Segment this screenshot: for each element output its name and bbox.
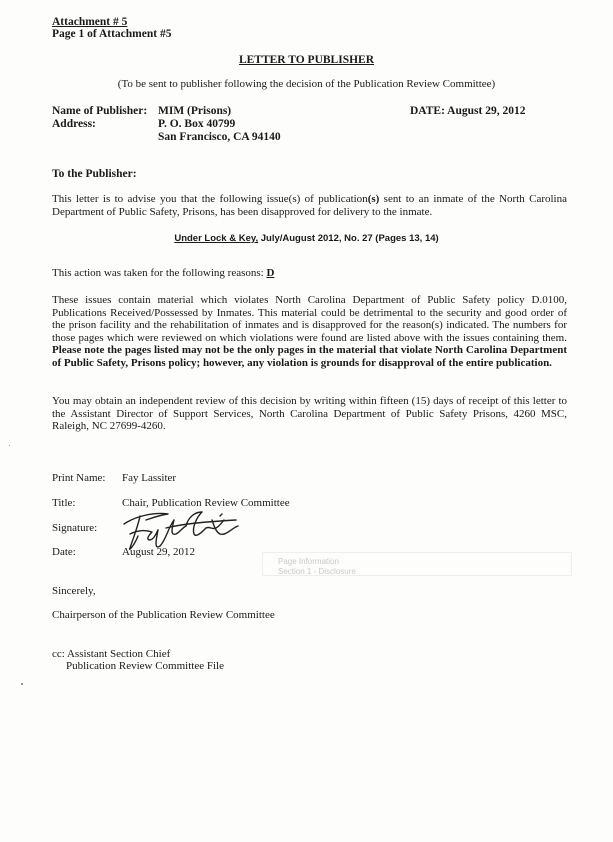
intro-text-bold: (s) (367, 193, 380, 205)
publisher-label: Name of Publisher: (52, 105, 148, 117)
reason-line (52, 267, 274, 280)
scan-speck (21, 683, 23, 685)
reason-code: D (266, 267, 275, 279)
policy-text: These issues contain material which violates North Carolina Department of Public Safety policy D.0100, Publications Received/Possessed by Inmates. This material could be detrimental to the security and good order of the prison facility and the rehabilitation of inmates and is disapproved for the reason(s) indicated. The numbers for those pages which were reviewed on which violations were found are listed above with the issues containing them. (52, 294, 567, 344)
page-of-label: Page 1 of Attachment #5 (52, 28, 172, 40)
intro-paragraph (52, 193, 567, 218)
title-label: Title: (52, 497, 76, 509)
bleed-through-text-1: Page Information (278, 557, 339, 566)
publication-line (0, 233, 613, 245)
title-value: Chair, Publication Review Committee (122, 497, 290, 509)
cc-line-1: cc: Assistant Section Chief (52, 648, 171, 660)
publication-issue: July/August 2012, No. 27 (Pages 13, 14) (258, 233, 439, 244)
date-label: Date: (52, 546, 76, 558)
signature-label: Signature: (52, 522, 98, 534)
print-name-label: Print Name: (52, 472, 106, 484)
review-paragraph: You may obtain an independent review of this decision by writing within fifteen (15) days of receipt of this letter to the Assistant Director of Support Services, North Carolina Department of Public Safety Prisons, 4260 MSC, Raleigh, NC 27699-4260. (52, 395, 567, 433)
publisher-name: MIM (Prisons) (158, 105, 232, 117)
letter-subtitle: (To be sent to publisher following the decision of the Publication Review Committee) (117, 78, 496, 90)
bleed-through-text-2: Section 1 - Disclosure (278, 567, 356, 576)
policy-paragraph (52, 294, 567, 370)
scan-speck (9, 445, 10, 446)
intro-text-b: sent to an inmate of the North Carolina Department of Public Safety, Prisons, has been disapproved for delivery to the inmate. (52, 193, 567, 218)
salutation: To the Publisher: (52, 168, 137, 180)
intro-text-a: This letter is to advise you that the following issue(s) of publication (52, 193, 368, 205)
address-line-1: P. O. Box 40799 (158, 118, 236, 130)
reason-text: This action was taken for the following reasons: (52, 267, 267, 279)
letter-title: LETTER TO PUBLISHER (238, 54, 375, 66)
closing: Sincerely, (52, 585, 96, 597)
print-name-value: Fay Lassiter (122, 472, 177, 484)
address-label: Address: (52, 118, 96, 130)
policy-bold-text: Please note the pages listed may not be the only pages in the material that violate North Carolina Department of Public Safety, Prisons policy; however, any violation is grounds for disapproval of the entire publication. (52, 344, 567, 369)
address-line-2: San Francisco, CA 94140 (158, 131, 281, 143)
publication-name: Under Lock & Key, (174, 233, 259, 244)
letter-date: DATE: August 29, 2012 (410, 105, 526, 117)
closing-title: Chairperson of the Publication Review Committee (52, 609, 275, 621)
cc-line-2: Publication Review Committee File (66, 660, 224, 672)
attachment-label: Attachment # 5 (52, 16, 128, 28)
date-value: August 29, 2012 (122, 546, 196, 558)
